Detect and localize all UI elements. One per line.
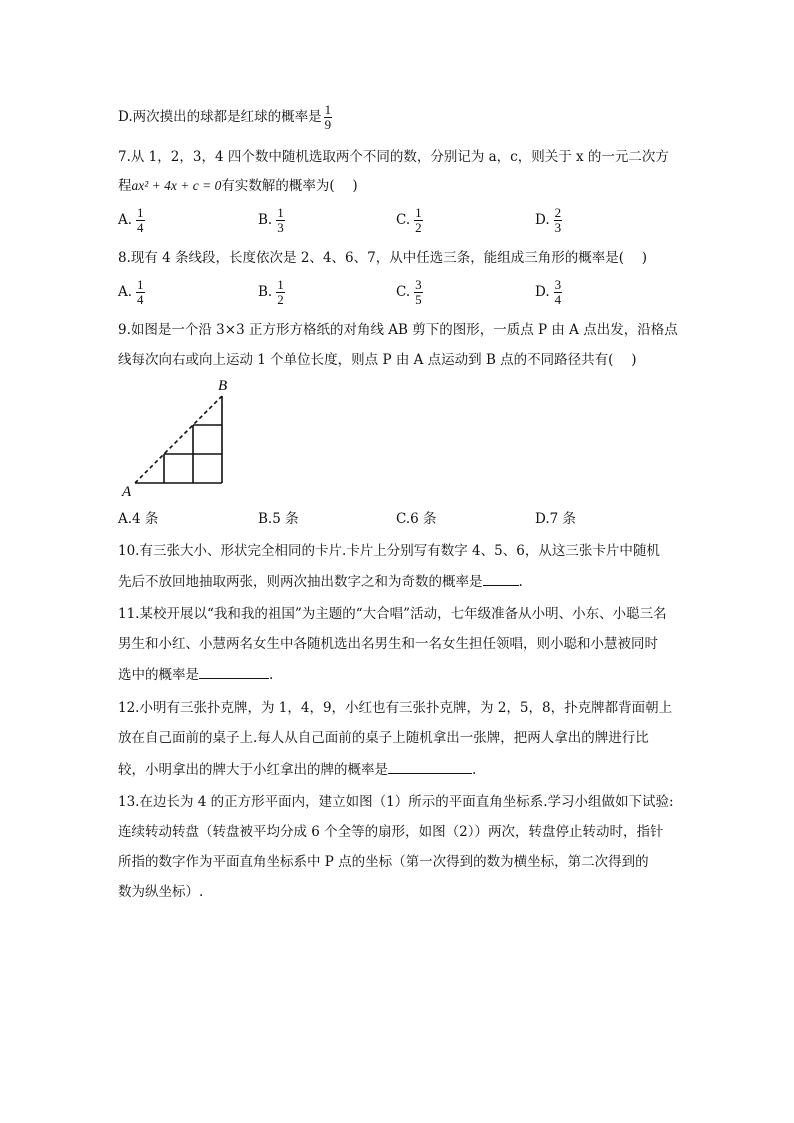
q9-options	[118, 507, 678, 527]
q7-options	[118, 202, 678, 238]
q9-figure	[118, 376, 238, 504]
q10-line-1: 10.有三张大小、形状完全相同的卡片.卡片上分别写有数字 4、5、6，从这三张卡片中随机	[118, 543, 660, 559]
q13-line-3: 所指的数字作为平面直角坐标系中 P 点的坐标（第一次得到的数为横坐标，第二次得到的	[118, 854, 649, 870]
q9-line-2: 线每次向右或向上运动 1 个单位长度，则点 P 由 A 点运动到 B 点的不同路径共有( )	[118, 352, 637, 368]
q7-option-c[interactable]: C. $\frac{1}{2}$	[396, 204, 422, 235]
diagonal-ab	[135, 396, 222, 483]
q7-option-b[interactable]: B. $\frac{1}{3}$	[258, 204, 284, 235]
q11-line-2: 男生和小红、小慧两名女生中各随机选出名男生和一名女生担任领唱，则小聪和小慧被同时	[118, 636, 658, 652]
label-b: B	[218, 378, 228, 394]
answer-blank[interactable]	[483, 571, 519, 586]
q7-line-1: 7.从 1，2，3，4 四个数中随机选取两个不同的数，分别记为 a，c，则关于 x 的一元二次方	[118, 149, 669, 165]
q13-line-4: 数为纵坐标）.	[118, 884, 204, 900]
q8-option-b[interactable]: B. $\frac{1}{2}$	[258, 276, 284, 307]
q7-option-d[interactable]: D. $\frac{2}{3}$	[535, 204, 562, 235]
q6-option-d-text: D.两次摸出的球都是红球的概率是	[118, 109, 322, 125]
q12-line-1: 12.小明有三张扑克牌，为 1，4，9，小红也有三张扑克牌，为 2，5，8，扑克牌都背面朝上	[118, 700, 673, 716]
q9-line-1: 9.如图是一个沿 3×3 正方形方格纸的对角线 AB 剪下的图形，一质点 P 由 A 点出发，沿格点	[118, 322, 678, 338]
q8-option-c[interactable]: C. $\frac{3}{5}$	[396, 276, 422, 307]
q12-line-2: 放在自己面前的桌子上.每人从自己面前的桌子上随机拿出一张牌，把两人拿出的牌进行比	[118, 730, 649, 746]
q13-line-2: 连续转动转盘（转盘被平均分成 6 个全等的扇形，如图（2））两次，转盘停止转动时，指针	[118, 824, 664, 840]
q9-option-a[interactable]: A.4 条	[118, 511, 159, 527]
q8-option-a[interactable]: A. $\frac{1}{4}$	[118, 276, 144, 307]
q9-option-d[interactable]: D.7 条	[535, 511, 577, 527]
grid-diagram	[118, 376, 238, 500]
q10-line-2: 先后不放回地抽取两张，则两次抽出数字之和为奇数的概率是 .	[118, 571, 523, 592]
fraction: $\frac{1}{9}$	[324, 102, 332, 132]
q7-line-2: 程ax² + 4x + c = 0有实数解的概率为( )	[118, 178, 358, 194]
q7-equation: ax² + 4x + c = 0	[131, 178, 222, 193]
q6-option-d	[118, 103, 334, 132]
q7-option-a[interactable]: A. $\frac{1}{4}$	[118, 204, 144, 235]
answer-blank[interactable]	[388, 759, 472, 774]
q8-option-d[interactable]: D. $\frac{3}{4}$	[535, 276, 562, 307]
q8-options	[118, 274, 678, 310]
q11-line-3: 选中的概率是 .	[118, 664, 273, 685]
label-a: A	[122, 484, 132, 500]
q9-option-c[interactable]: C.6 条	[396, 511, 437, 527]
q13-line-1: 13.在边长为 4 的正方形平面内，建立如图（1）所示的平面直角坐标系.学习小组做如下试验:	[118, 794, 674, 810]
q12-line-3: 较，小明拿出的牌大于小红拿出的牌的概率是 .	[118, 759, 476, 780]
q8-line-1: 8.现有 4 条线段，长度依次是 2、4、6、7，从中任选三条，能组成三角形的概率是( )	[118, 250, 648, 266]
answer-blank[interactable]	[199, 664, 269, 679]
q9-option-b[interactable]: B.5 条	[258, 511, 299, 527]
q11-line-1: 11.某校开展以“我和我的祖国”为主题的“大合唱”活动，七年级准备从小明、小东、小聪三名	[118, 606, 667, 622]
